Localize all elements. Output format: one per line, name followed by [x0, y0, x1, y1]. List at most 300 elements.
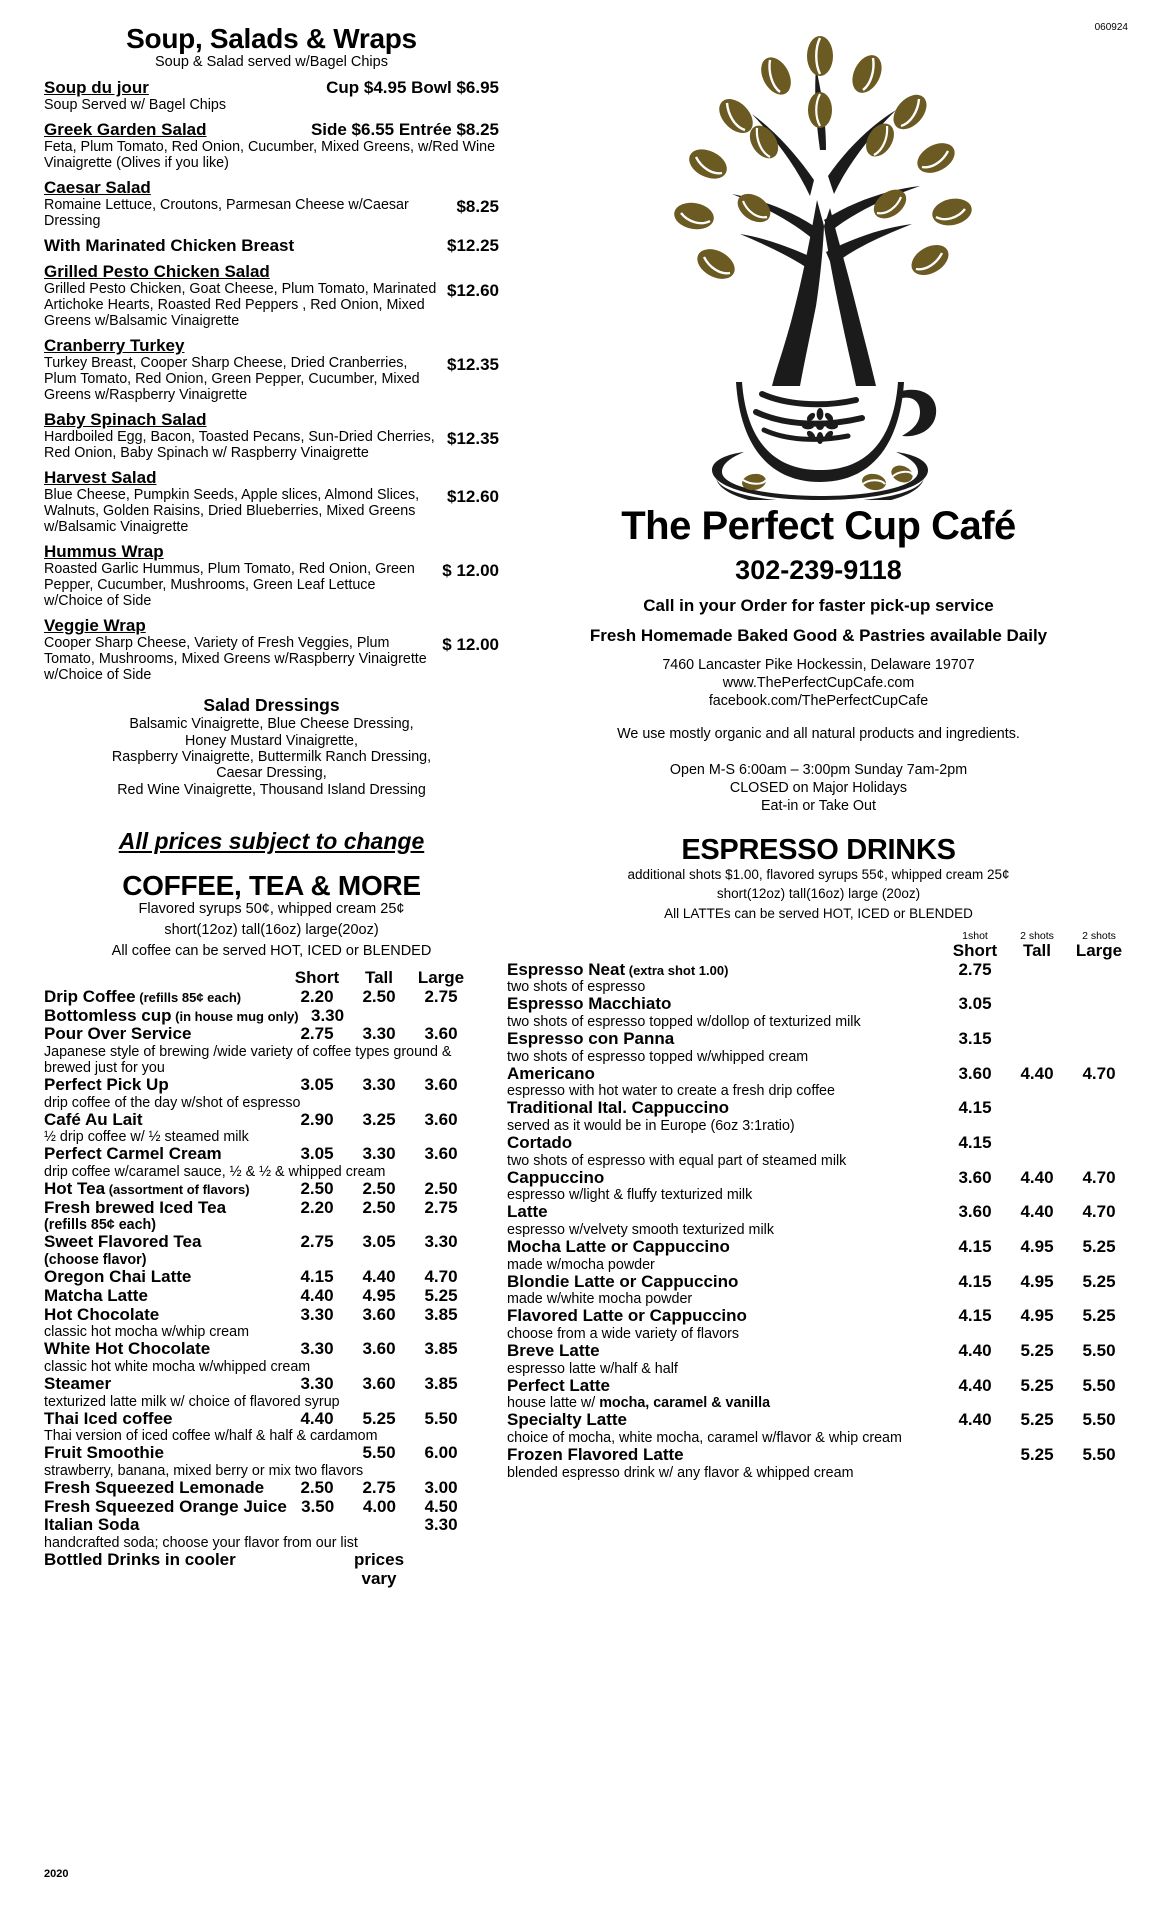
drink-description: Japanese style of brewing /wide variety of coffee types ground & brewed just for you — [44, 1044, 452, 1077]
price-tall: 4.40 — [1020, 1063, 1054, 1083]
food-item-price: $8.25 — [456, 197, 499, 217]
price-tall: 3.60 — [362, 1373, 396, 1393]
espresso-sub-3: All LATTEs can be served HOT, ICED or BLENDED — [664, 905, 973, 921]
price-tall: prices vary — [353, 1550, 405, 1588]
price-row — [507, 961, 1130, 980]
price-tall: 3.30 — [362, 1075, 396, 1095]
drink-name — [507, 1134, 944, 1153]
food-item-name: Cranberry Turkey — [44, 336, 185, 356]
food-section-subtitle: Soup & Salad served w/Bagel Chips — [155, 54, 388, 71]
drink-name-text: Pour Over Service — [44, 1024, 192, 1044]
food-item — [44, 178, 499, 229]
price-tall: 4.95 — [1020, 1271, 1054, 1291]
cafe-contact-block — [507, 657, 1130, 711]
price-row — [44, 1233, 472, 1252]
food-item-description-text: Roasted Garlic Hummus, Plum Tomato, Red Onion, Green Pepper, Cucumber, Mushrooms, Green Leaf Lettuce w/Choice of Side — [44, 561, 415, 610]
drink-description: Thai version of iced coffee w/half & half & cardamom — [44, 1428, 378, 1445]
price-large: 3.85 — [424, 1373, 458, 1393]
price-tall: 5.25 — [362, 1408, 396, 1428]
price-short: 4.15 — [300, 1267, 334, 1287]
drink-name-text: Fresh Squeezed Lemonade — [44, 1477, 265, 1497]
hours-block — [507, 762, 1130, 816]
drink-name-text: Traditional Ital. Cappuccino — [507, 1098, 729, 1118]
price-short: 2.50 — [300, 1477, 334, 1497]
drink-name — [507, 1411, 944, 1430]
drink-name — [44, 1025, 286, 1044]
price-tall: 3.30 — [362, 1144, 396, 1164]
drink-name-text: Matcha Latte — [44, 1285, 148, 1305]
coffee-col-tall: Tall — [364, 968, 394, 988]
food-item-name: Soup du jour — [44, 78, 149, 98]
price-short: 3.15 — [958, 1028, 992, 1048]
price-tall: 5.25 — [1020, 1410, 1054, 1430]
espresso-col-short-label: Short — [952, 940, 998, 960]
food-item-description — [44, 487, 499, 535]
coffee-tree-logo-icon — [624, 30, 1014, 500]
drink-name-text: Perfect Latte — [507, 1375, 610, 1395]
price-row — [507, 1099, 1130, 1118]
food-item-description-text: Feta, Plum Tomato, Red Onion, Cucumber, Mixed Greens, w/Red Wine Vinaigrette (Olives if you like) — [44, 139, 496, 172]
food-item-description — [44, 635, 499, 683]
drink-description: two shots of espresso with equal part of steamed milk — [507, 1152, 847, 1169]
drink-name-note: (in house mug only) — [171, 1008, 299, 1024]
coffee-sub-1: Flavored syrups 50¢, whipped cream 25¢ — [138, 901, 405, 918]
drink-name-text: Perfect Pick Up — [44, 1075, 169, 1095]
food-item-name: Harvest Salad — [44, 468, 157, 488]
price-row — [507, 1307, 1130, 1326]
salad-dressing-line: Raspberry Vinaigrette, Buttermilk Ranch Dressing, — [111, 748, 432, 765]
cafe-website[interactable]: www.ThePerfectCupCafe.com — [722, 674, 915, 691]
espresso-col-short — [944, 931, 1006, 960]
price-row — [44, 1145, 472, 1164]
price-large: 3.00 — [424, 1477, 458, 1497]
price-tall: 5.25 — [1020, 1445, 1054, 1465]
drink-description: classic hot white mocha w/whipped cream — [44, 1358, 311, 1375]
drink-name-text: Bottled Drinks in cooler — [44, 1550, 236, 1570]
menu-sheet — [14, 10, 1156, 1898]
drink-name — [507, 1030, 944, 1049]
drink-description: classic hot mocha w/whip cream — [44, 1324, 249, 1341]
price-tall: 4.40 — [1020, 1167, 1054, 1187]
price-row — [44, 1287, 472, 1306]
food-item-price: $12.35 — [447, 429, 499, 449]
drink-description: made w/white mocha powder — [507, 1291, 693, 1308]
salad-dressings-body — [44, 716, 499, 797]
drink-name-text: Sweet Flavored Tea — [44, 1232, 202, 1252]
food-item-name: Caesar Salad — [44, 178, 151, 198]
price-row — [507, 995, 1130, 1014]
price-large: 4.70 — [424, 1267, 458, 1287]
hours-weekday: Open M-S 6:00am – 3:00pm Sunday 7am-2pm — [669, 762, 968, 779]
drink-name — [507, 1169, 944, 1188]
food-item-sizes: Cup $4.95 Bowl $6.95 — [326, 78, 499, 98]
left-column — [14, 10, 499, 1898]
drink-name — [507, 1238, 944, 1257]
price-row — [44, 1076, 472, 1095]
drink-description: handcrafted soda; choose your flavor from our list — [44, 1535, 358, 1552]
drink-name — [507, 995, 944, 1014]
price-large: 5.50 — [1082, 1341, 1116, 1361]
food-item-header — [44, 120, 499, 139]
price-row — [507, 1377, 1130, 1396]
price-row — [44, 1306, 472, 1325]
drink-name — [44, 1268, 286, 1287]
drink-name-note: (extra shot 1.00) — [625, 962, 729, 978]
price-row — [44, 1410, 472, 1429]
food-item-description-text: Soup Served w/ Bagel Chips — [44, 97, 226, 114]
food-item-description-text: Grilled Pesto Chicken, Goat Cheese, Plum Tomato, Marinated Artichoke Hearts, Roasted Red Peppers , Red Onion, Mixed Greens w/Balsamic Vinaigrette — [44, 281, 437, 330]
price-short: 3.05 — [300, 1075, 334, 1095]
price-large: 5.25 — [1082, 1271, 1116, 1291]
price-short: 3.30 — [300, 1339, 334, 1359]
drink-name — [44, 1479, 286, 1498]
food-section-title: Soup, Salads & Wraps — [126, 23, 417, 54]
price-large: 4.70 — [1082, 1167, 1116, 1187]
price-large: 3.60 — [424, 1024, 458, 1044]
price-tall: 4.95 — [362, 1285, 396, 1305]
price-row — [44, 1444, 472, 1463]
price-tall: 2.75 — [362, 1477, 396, 1497]
drink-name-text: Cappuccino — [507, 1167, 605, 1187]
price-short: 4.40 — [300, 1285, 334, 1305]
drink-name — [507, 1377, 944, 1396]
price-short: 3.30 — [310, 1005, 345, 1025]
food-item-price: $12.35 — [447, 355, 499, 375]
drink-name — [507, 1203, 944, 1222]
date-code: 060924 — [1094, 22, 1128, 33]
coffee-bean-leaves — [672, 36, 974, 285]
price-row — [44, 1516, 472, 1535]
drink-description: blended espresso drink w/ any flavor & whipped cream — [507, 1464, 854, 1481]
food-item-header — [44, 78, 499, 97]
drink-name — [44, 1076, 286, 1095]
price-short: 4.40 — [958, 1410, 992, 1430]
food-item-description-text: Turkey Breast, Cooper Sharp Cheese, Dried Cranberries, Plum Tomato, Red Onion, Green Pepper, Cucumber, Mixed Greens w/Raspberry Vinaigrette — [44, 355, 420, 404]
price-large: 5.25 — [1082, 1306, 1116, 1326]
price-tall: 3.30 — [362, 1024, 396, 1044]
drink-description: espresso w/light & fluffy texturized milk — [507, 1187, 753, 1204]
all-prices-note: All prices subject to change — [118, 827, 425, 854]
drink-name — [44, 1233, 286, 1252]
price-row — [507, 1273, 1130, 1292]
cafe-phone: 302-239-9118 — [735, 555, 902, 585]
espresso-sub-2: short(12oz) tall(16oz) large (20oz) — [716, 886, 921, 902]
salad-dressing-line: Caesar Dressing, — [216, 765, 327, 782]
year-code: 2020 — [44, 1868, 69, 1880]
drink-name — [44, 1007, 299, 1026]
drink-name-text: Espresso Macchiato — [507, 994, 672, 1014]
drink-name-text: Flavored Latte or Cappuccino — [507, 1306, 747, 1326]
food-item-name: Greek Garden Salad — [44, 120, 207, 140]
logo-container — [507, 30, 1130, 500]
price-large: 3.30 — [424, 1232, 458, 1252]
food-item — [44, 468, 499, 535]
drink-name — [44, 1111, 286, 1130]
price-large: 3.60 — [424, 1109, 458, 1129]
drink-description: two shots of espresso topped w/dollop of texturized milk — [507, 1013, 861, 1030]
price-short: 3.60 — [958, 1202, 992, 1222]
drink-name — [507, 1065, 944, 1084]
price-large: 3.85 — [424, 1304, 458, 1324]
food-item-description — [44, 281, 499, 329]
espresso-shots-tall: 2 shots — [1020, 930, 1054, 943]
price-row — [507, 1238, 1130, 1257]
espresso-table-header — [507, 931, 1130, 960]
drink-name — [507, 1307, 944, 1326]
price-tall: 3.05 — [362, 1232, 396, 1252]
hours-holidays: CLOSED on Major Holidays — [729, 780, 908, 797]
drink-name — [44, 1498, 287, 1517]
price-row — [44, 1199, 472, 1218]
food-item-description-text: Cooper Sharp Cheese, Variety of Fresh Veggies, Plum Tomato, Mushrooms, Mixed Greens w/Raspberry Vinaigrette w/Choice of Side — [44, 635, 427, 684]
salad-dressings-title: Salad Dressings — [203, 695, 340, 716]
food-item-header — [44, 616, 499, 635]
food-item-price: $ 12.00 — [442, 561, 499, 581]
right-column — [499, 10, 1156, 1898]
price-large: 5.50 — [1082, 1375, 1116, 1395]
price-short: 3.30 — [300, 1304, 334, 1324]
drink-name — [44, 988, 286, 1007]
drink-name-text: Italian Soda — [44, 1515, 140, 1535]
price-row — [507, 1342, 1130, 1361]
drink-name — [44, 1375, 286, 1394]
price-row — [507, 1030, 1130, 1049]
espresso-sub-1: additional shots $1.00, flavored syrups 55¢, whipped cream 25¢ — [627, 866, 1010, 882]
food-item-description-text: Romaine Lettuce, Croutons, Parmesan Cheese w/Caesar Dressing — [44, 197, 409, 230]
price-row — [44, 1268, 472, 1287]
price-large: 5.25 — [1082, 1237, 1116, 1257]
price-large: 6.00 — [424, 1443, 458, 1463]
price-short: 4.15 — [958, 1306, 992, 1326]
drink-name-text: Perfect Carmel Cream — [44, 1144, 222, 1164]
drink-name-note: (refills 85¢ each) — [135, 989, 242, 1005]
drink-name — [44, 1145, 286, 1164]
drink-name — [44, 1199, 286, 1218]
price-large: 3.60 — [424, 1075, 458, 1095]
drink-name-text: Oregon Chai Latte — [44, 1267, 192, 1287]
price-short: 4.15 — [958, 1237, 992, 1257]
drink-description: choice of mocha, white mocha, caramel w/flavor & whip cream — [507, 1430, 902, 1447]
drink-name — [44, 1444, 286, 1463]
price-short: 4.40 — [300, 1408, 334, 1428]
price-short: 4.15 — [958, 1132, 992, 1152]
drink-name-text: Cortado — [507, 1132, 573, 1152]
drink-name — [44, 1340, 286, 1359]
food-item — [44, 120, 499, 171]
espresso-col-tall-label: Tall — [1022, 940, 1052, 960]
price-tall: 3.60 — [362, 1304, 396, 1324]
price-tall: 5.25 — [1020, 1341, 1054, 1361]
price-large: 5.50 — [1082, 1445, 1116, 1465]
price-row — [44, 1340, 472, 1359]
food-item-description — [44, 561, 499, 609]
drink-name — [507, 1446, 944, 1465]
price-large: 2.50 — [424, 1179, 458, 1199]
price-short: 2.90 — [300, 1109, 334, 1129]
price-tall: 2.50 — [362, 1197, 396, 1217]
food-item-price: $12.25 — [447, 236, 499, 256]
price-short: 3.60 — [958, 1063, 992, 1083]
call-in-note: Call in your Order for faster pick-up service — [643, 596, 994, 615]
food-item-price: $12.60 — [447, 281, 499, 301]
coffee-col-short: Short — [294, 968, 340, 988]
drink-name — [507, 1273, 944, 1292]
drink-description: served as it would be in Europe (6oz 3:1ratio) — [507, 1117, 795, 1134]
drink-name-text: Mocha Latte or Cappuccino — [507, 1237, 730, 1257]
coffee-col-large: Large — [417, 968, 465, 988]
drink-description: strawberry, banana, mixed berry or mix two flavors — [44, 1462, 364, 1479]
food-item-name: Baby Spinach Salad — [44, 410, 207, 430]
food-item-header — [44, 262, 499, 281]
espresso-col-tall — [1006, 931, 1068, 960]
salad-dressing-line: Red Wine Vinaigrette, Thousand Island Dressing — [117, 781, 426, 798]
bakery-note: Fresh Homemade Baked Good & Pastries available Daily — [589, 626, 1048, 646]
food-item-description — [44, 139, 499, 171]
drink-description: (choose flavor) — [44, 1252, 147, 1269]
price-large: 4.70 — [1082, 1202, 1116, 1222]
price-short: 4.40 — [958, 1375, 992, 1395]
drink-description: espresso w/velvety smooth texturized milk — [507, 1222, 774, 1239]
food-item-description-text: Hardboiled Egg, Bacon, Toasted Pecans, Sun-Dried Cherries, Red Onion, Baby Spinach w/ Raspberry Vinaigrette — [44, 429, 435, 462]
drink-name-text: Specialty Latte — [507, 1410, 627, 1430]
coffee-sub-3: All coffee can be served HOT, ICED or BLENDED — [111, 942, 432, 959]
price-short: 2.75 — [300, 1232, 334, 1252]
food-item — [44, 336, 499, 403]
price-row — [44, 1375, 472, 1394]
price-short: 4.15 — [958, 1271, 992, 1291]
drink-name-text: Drip Coffee — [44, 986, 136, 1006]
service-style: Eat-in or Take Out — [761, 797, 876, 814]
espresso-shots-short: 1shot — [962, 930, 988, 943]
drink-name-text: White Hot Chocolate — [44, 1339, 211, 1359]
drink-name-text: Thai Iced coffee — [44, 1408, 173, 1428]
price-row — [44, 1180, 472, 1199]
price-row — [44, 988, 472, 1007]
salad-dressing-line: Honey Mustard Vinaigrette, — [185, 732, 358, 749]
drink-name — [507, 961, 944, 980]
cafe-name: The Perfect Cup Café — [621, 504, 1016, 548]
price-large: 2.75 — [424, 1197, 458, 1217]
price-tall: 5.50 — [362, 1443, 396, 1463]
price-row — [44, 1111, 472, 1130]
salad-dressing-line: Balsamic Vinaigrette, Blue Cheese Dressing, — [129, 716, 414, 733]
food-item — [44, 616, 499, 683]
price-large: 5.50 — [424, 1408, 458, 1428]
food-item-name: With Marinated Chicken Breast — [44, 236, 295, 256]
coffee-section-title: COFFEE, TEA & MORE — [122, 869, 421, 901]
food-item-header — [44, 468, 499, 487]
price-large: 4.70 — [1082, 1063, 1116, 1083]
price-row — [507, 1411, 1130, 1430]
price-row — [507, 1065, 1130, 1084]
drink-name-text: Hot Chocolate — [44, 1304, 160, 1324]
food-item-header — [44, 236, 499, 255]
drink-name — [507, 1099, 944, 1118]
price-row — [44, 1498, 472, 1517]
price-large: 3.30 — [424, 1515, 458, 1535]
espresso-col-large-label: Large — [1075, 940, 1123, 960]
drink-name-text: Café Au Lait — [44, 1109, 143, 1129]
price-short: 4.40 — [958, 1341, 992, 1361]
food-item-description — [44, 197, 499, 229]
drink-name — [44, 1551, 286, 1570]
price-row — [44, 1551, 472, 1588]
drink-name — [44, 1410, 286, 1429]
price-short: 2.20 — [300, 1197, 334, 1217]
food-item-sizes: Side $6.55 Entrée $8.25 — [310, 120, 499, 140]
food-item-name: Grilled Pesto Chicken Salad — [44, 262, 270, 282]
food-item-header — [44, 178, 499, 197]
price-tall: 2.50 — [362, 1179, 396, 1199]
price-short: 2.75 — [300, 1024, 334, 1044]
food-item-description — [44, 355, 499, 403]
drink-name-text: Fresh Squeezed Orange Juice — [44, 1496, 287, 1516]
drink-description: choose from a wide variety of flavors — [507, 1326, 740, 1343]
price-row — [44, 1025, 472, 1044]
drink-description: drip coffee of the day w/shot of espresso — [44, 1094, 301, 1111]
drink-name-text: Breve Latte — [507, 1341, 600, 1361]
price-large: 2.75 — [424, 986, 458, 1006]
drink-name — [44, 1306, 286, 1325]
drink-name — [507, 1342, 944, 1361]
drink-name-text: Fresh brewed Iced Tea — [44, 1197, 227, 1217]
drink-description: drip coffee w/caramel sauce, ½ & ½ & whipped cream — [44, 1164, 386, 1181]
food-item-price: $12.60 — [447, 487, 499, 507]
coffee-table-header — [44, 969, 472, 988]
drink-name-text: Hot Tea — [44, 1179, 106, 1199]
price-tall: 3.60 — [362, 1339, 396, 1359]
drink-name — [44, 1287, 286, 1306]
espresso-col-large — [1068, 931, 1130, 960]
price-short: 3.60 — [958, 1167, 992, 1187]
drink-name — [44, 1516, 286, 1535]
food-item-price: $ 12.00 — [442, 635, 499, 655]
food-item — [44, 236, 499, 255]
price-tall: 5.25 — [1020, 1375, 1054, 1395]
price-short: 3.50 — [301, 1496, 335, 1516]
drink-name-text: Latte — [507, 1202, 548, 1222]
price-short: 4.15 — [958, 1098, 992, 1118]
drink-description: espresso with hot water to create a fresh drip coffee — [507, 1083, 835, 1100]
espresso-shots-large: 2 shots — [1082, 930, 1116, 943]
cafe-facebook[interactable]: facebook.com/ThePerfectCupCafe — [708, 692, 929, 709]
price-large: 3.85 — [424, 1339, 458, 1359]
price-short: 3.30 — [300, 1373, 334, 1393]
price-short: 2.50 — [300, 1179, 334, 1199]
drink-name-text: Espresso Neat — [507, 959, 626, 979]
price-row — [44, 1479, 472, 1498]
drink-description: two shots of espresso topped w/whipped cream — [507, 1048, 809, 1065]
drink-name-text: Bottomless cup — [44, 1005, 172, 1025]
drink-name-text: Americano — [507, 1063, 595, 1083]
price-tall: 2.50 — [362, 986, 396, 1006]
drink-description: texturized latte milk w/ choice of flavored syrup — [44, 1393, 340, 1410]
price-large: 4.50 — [424, 1496, 458, 1516]
drink-name-text: Fruit Smoothie — [44, 1443, 164, 1463]
price-tall: 4.95 — [1020, 1306, 1054, 1326]
food-item — [44, 262, 499, 329]
food-item — [44, 410, 499, 461]
food-item-name: Hummus Wrap — [44, 542, 164, 562]
drink-name-text: Blondie Latte or Cappuccino — [507, 1271, 739, 1291]
price-large: 5.50 — [1082, 1410, 1116, 1430]
drink-description: two shots of espresso — [507, 979, 646, 996]
price-short: 3.05 — [958, 994, 992, 1014]
drink-description: made w/mocha powder — [507, 1256, 655, 1273]
price-short: 3.05 — [300, 1144, 334, 1164]
espresso-price-table — [507, 931, 1130, 1481]
price-row — [44, 1007, 472, 1026]
